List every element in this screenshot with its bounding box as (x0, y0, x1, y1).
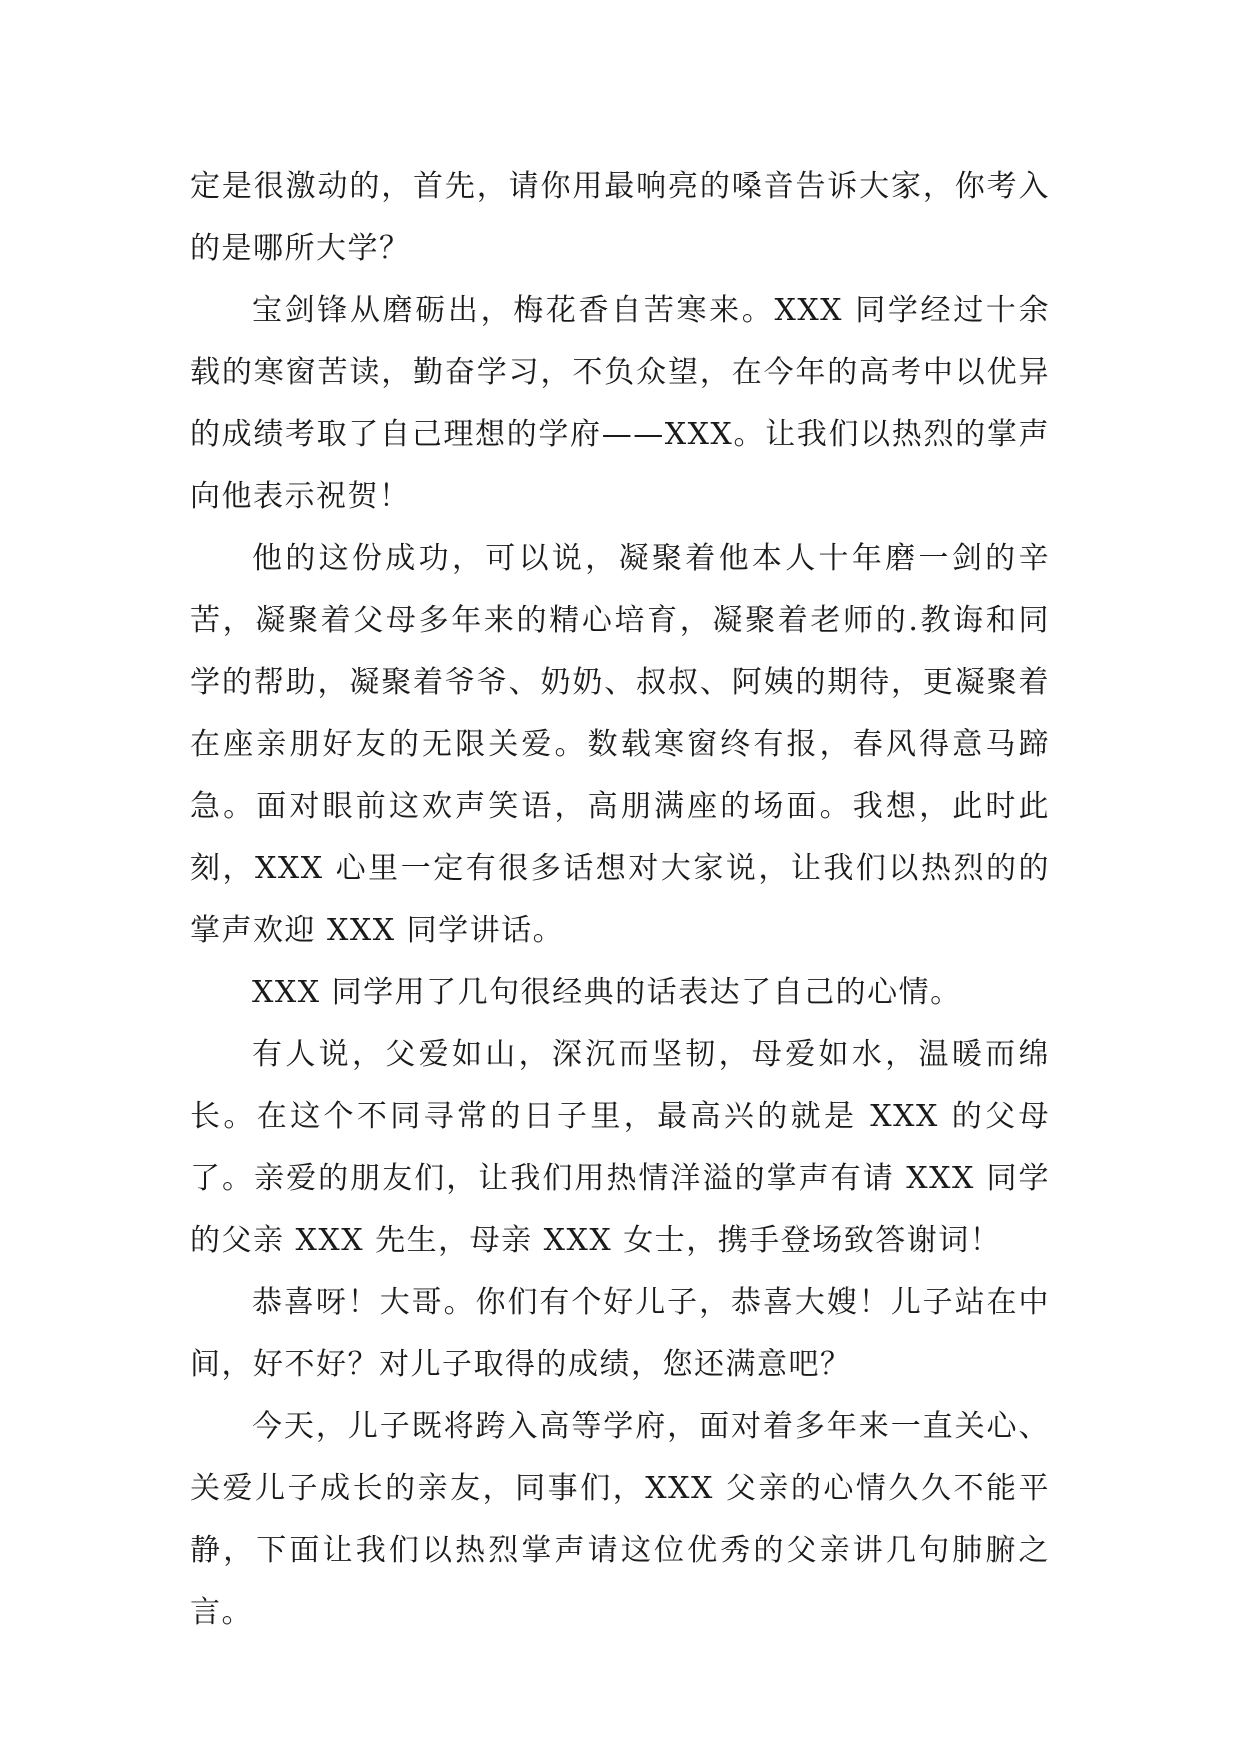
paragraph-6: 恭喜呀！大哥。你们有个好儿子，恭喜大嫂！儿子站在中间，好不好？对儿子取得的成绩，您还满意吧？ (190, 1285, 1050, 1382)
paragraph-4: XXX 同学用了几句很经典的话表达了自己的心情。 (252, 975, 962, 1010)
paragraph-2: 宝剑锋从磨砺出，梅花香自苦寒来。XXX 同学经过十余载的寒窗苦读，勤奋学习，不负众望，在今年的高考中以优异的成绩考取了自己理想的学府——XXX。让我们以热烈的掌声向他表示祝贺！ (190, 293, 1050, 514)
document-body (190, 156, 1050, 1644)
paragraph-3: 他的这份成功，可以说，凝聚着他本人十年磨一剑的辛苦，凝聚着父母多年来的精心培育，凝聚着老师的.教诲和同学的帮助，凝聚着爷爷、奶奶、叔叔、阿姨的期待，更凝聚着在座亲朋好友的无限关爱。数载寒窗终有报，春风得意马蹄急。面对眼前这欢声笑语，高朋满座的场面。我想，此时此刻，XXX 心里一定有很多话想对大家说，让我们以热烈的的掌声欢迎 XXX 同学讲话。 (190, 541, 1050, 948)
paragraph-1: 定是很激动的，首先，请你用最响亮的嗓音告诉大家，你考入的是哪所大学？ (190, 169, 1050, 266)
paragraph-7: 今天，儿子既将跨入高等学府，面对着多年来一直关心、关爱儿子成长的亲友，同事们，XXX 父亲的心情久久不能平静，下面让我们以热烈掌声请这位优秀的父亲讲几句肺腑之言。 (190, 1409, 1050, 1630)
paragraph-5: 有人说，父爱如山，深沉而坚韧，母爱如水，温暖而绵长。在这个不同寻常的日子里，最高兴的就是 XXX 的父母了。亲爱的朋友们，让我们用热情洋溢的掌声有请 XXX 同学的父亲 XXX 先生，母亲 XXX 女士，携手登场致答谢词！ (190, 1037, 1050, 1258)
